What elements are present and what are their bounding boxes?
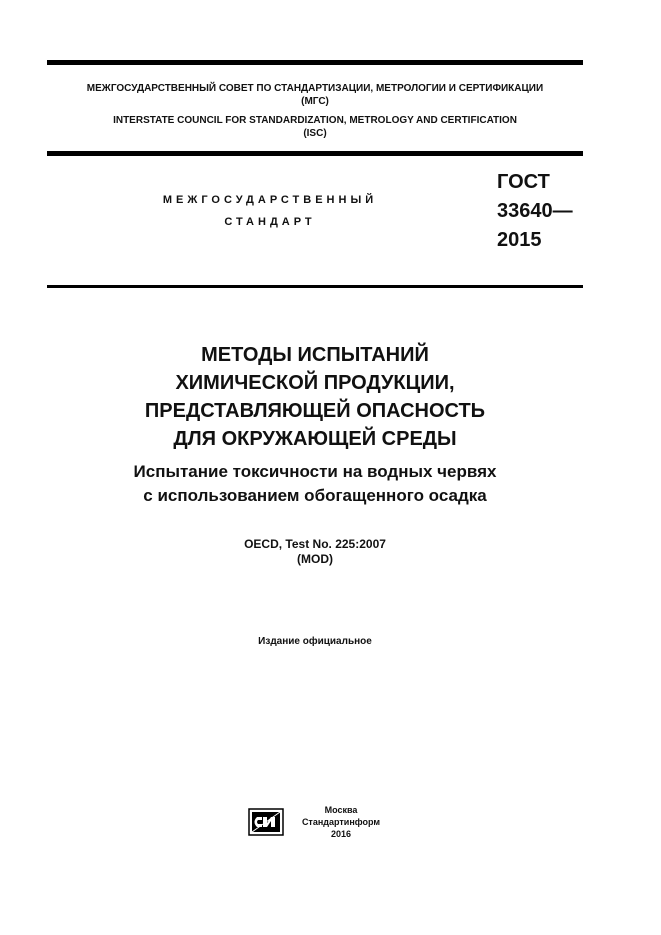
gost-number: 33640— bbox=[497, 200, 573, 222]
document-subtitle bbox=[47, 460, 583, 508]
title-line: ПРЕДСТАВЛЯЮЩЕЙ ОПАСНОСТЬ bbox=[144, 400, 486, 422]
oecd-reference-line1: OECD, Test No. 225:2007 bbox=[244, 537, 386, 551]
council-name-en: INTERSTATE COUNCIL FOR STANDARDIZATION, METROLOGY AND CERTIFICATION bbox=[113, 115, 517, 126]
council-header bbox=[47, 82, 583, 140]
council-abbr-en: (ISC) bbox=[303, 128, 327, 139]
gost-code bbox=[497, 168, 573, 255]
top-rule bbox=[47, 60, 583, 65]
council-name-ru: МЕЖГОСУДАРСТВЕННЫЙ СОВЕТ ПО СТАНДАРТИЗАЦИИ, МЕТРОЛОГИИ И СЕРТИФИКАЦИИ bbox=[86, 83, 544, 94]
code-rule bbox=[47, 285, 583, 288]
publisher-name: Стандартинформ bbox=[301, 817, 381, 827]
title-line: ДЛЯ ОКРУЖАЮЩЕЙ СРЕДЫ bbox=[173, 428, 457, 450]
oecd-reference bbox=[47, 537, 583, 567]
oecd-reference-line2: (MOD) bbox=[297, 552, 333, 566]
publisher-city: Москва bbox=[324, 805, 358, 815]
standard-type bbox=[120, 189, 420, 233]
subtitle-line: с использованием обогащенного осадка bbox=[143, 486, 487, 505]
document-title bbox=[47, 341, 583, 453]
standard-type-line2: СТАНДАРТ bbox=[224, 216, 316, 228]
publisher-block bbox=[296, 804, 386, 840]
gost-prefix: ГОСТ bbox=[497, 171, 550, 193]
standartinform-logo-icon bbox=[248, 808, 284, 836]
title-line: ХИМИЧЕСКОЙ ПРОДУКЦИИ, bbox=[175, 372, 455, 394]
subtitle-line: Испытание токсичности на водных червях bbox=[133, 462, 497, 481]
edition-note: Издание официальное bbox=[258, 636, 372, 647]
council-abbr-ru: (МГС) bbox=[301, 96, 329, 107]
title-line: МЕТОДЫ ИСПЫТАНИЙ bbox=[201, 344, 429, 366]
header-rule bbox=[47, 151, 583, 156]
publisher-year: 2016 bbox=[330, 829, 352, 839]
standard-type-line1: МЕЖГОСУДАРСТВЕННЫЙ bbox=[162, 194, 378, 206]
gost-year: 2015 bbox=[497, 229, 542, 251]
